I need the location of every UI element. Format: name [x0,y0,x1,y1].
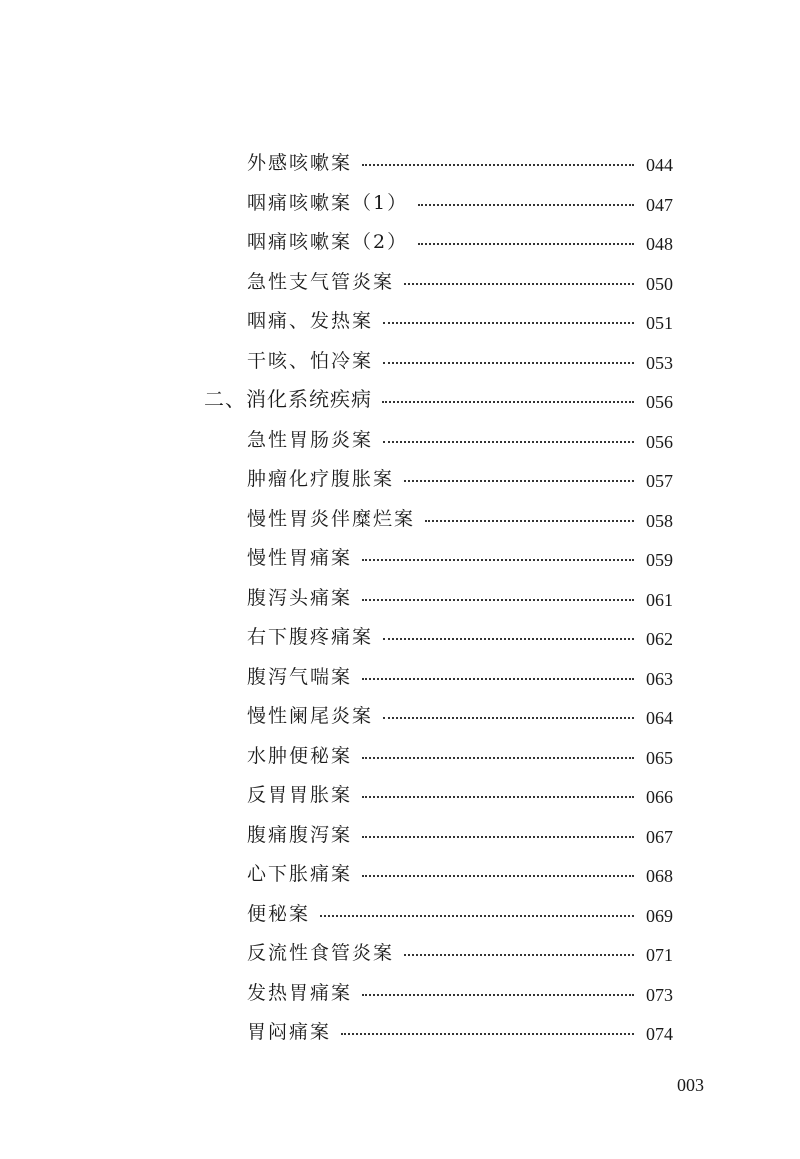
toc-entry-page: 061 [646,589,673,610]
dot-leader [320,915,634,917]
dot-leader [418,204,634,206]
dot-leader [425,520,634,522]
toc-entry[interactable] [0,896,800,936]
toc-entry-page: 069 [646,905,673,926]
toc-entry-title: 水肿便秘案 [247,744,353,767]
toc-entry[interactable] [0,461,800,501]
toc-entry-page: 048 [646,234,673,254]
toc-entry-page: 057 [646,471,673,491]
toc-entry[interactable] [0,185,800,225]
dot-leader [404,480,634,482]
toc-entry[interactable] [0,698,800,738]
toc-entry-title: 二、消化系统疾病 [204,387,372,411]
toc-entry-title: 腹泻头痛案 [247,586,353,609]
toc-entry-title: 肿瘤化疗腹胀案 [247,468,395,490]
toc-entry-title: 咽痛咳嗽案（2） [247,231,409,253]
toc-entry-title: 腹泻气喘案 [247,665,353,688]
toc-entry[interactable] [0,422,800,462]
toc-entry[interactable] [0,145,800,185]
toc-entry-page: 068 [646,866,673,886]
dot-leader [341,1033,634,1035]
toc-entry-page: 073 [646,984,673,1005]
toc-entry-title: 发热胃痛案 [247,981,353,1004]
page-number: 003 [677,1075,704,1095]
toc-entry-title: 心下胀痛案 [247,863,353,885]
toc-entry-page: 059 [646,550,673,570]
toc-entry-title: 慢性阑尾炎案 [247,705,374,727]
toc-entry[interactable] [0,303,800,343]
toc-entry-title: 急性胃肠炎案 [247,428,374,451]
dot-leader [404,954,634,956]
toc-entry-page: 066 [646,787,673,807]
dot-leader [362,599,634,601]
toc-entry-title: 右下腹疼痛案 [247,626,374,648]
toc-entry-page: 050 [646,273,673,294]
toc-entry-title: 慢性胃痛案 [247,547,353,569]
toc-entry[interactable] [0,738,800,778]
toc-entry-title: 胃闷痛案 [247,1021,332,1043]
dot-leader [362,678,634,680]
toc-entry[interactable] [0,619,800,659]
dot-leader [382,401,634,403]
toc-entry-page: 056 [646,392,673,412]
toc-entry-page: 065 [646,747,673,768]
toc-entry[interactable] [0,856,800,896]
toc-entry-title: 外感咳嗽案 [247,152,353,174]
toc-entry-title: 反流性食管炎案 [247,942,395,964]
toc-entry[interactable] [0,580,800,620]
toc-entry[interactable] [0,975,800,1015]
toc-entry[interactable] [0,343,800,383]
dot-leader [383,322,634,324]
toc-entry-title: 反胃胃胀案 [247,784,353,806]
toc-entry[interactable] [0,817,800,857]
dot-leader [362,757,634,759]
dot-leader [418,243,634,245]
dot-leader [362,164,634,166]
dot-leader [362,875,634,877]
toc-entry-page: 067 [646,826,673,847]
toc-entry-page: 058 [646,510,673,531]
toc-entry[interactable] [0,659,800,699]
toc-entry-page: 051 [646,313,673,333]
dot-leader [362,836,634,838]
toc-entry-title: 咽痛、发热案 [247,310,374,332]
toc-entry-page: 044 [646,155,673,175]
toc-entry-page: 071 [646,945,673,965]
toc-entry-title: 咽痛咳嗽案（1） [247,191,409,214]
toc-entry-title: 急性支气管炎案 [247,270,395,293]
toc-entry-title: 慢性胃炎伴糜烂案 [247,507,416,530]
dot-leader [362,796,634,798]
toc-entry[interactable] [0,501,800,541]
toc-entry[interactable] [0,777,800,817]
dot-leader [362,559,634,561]
toc-entry[interactable] [0,540,800,580]
toc-entry-page: 063 [646,668,673,689]
toc-entry-page: 064 [646,708,673,728]
table-of-contents [0,145,800,1054]
dot-leader [383,441,634,443]
dot-leader [383,638,634,640]
toc-entry[interactable] [0,224,800,264]
toc-entry-title: 腹痛腹泻案 [247,823,353,846]
toc-entry-title: 干咳、怕冷案 [247,349,374,372]
toc-entry-title: 便秘案 [247,902,311,925]
toc-entry-page: 047 [646,194,673,215]
dot-leader [383,362,634,364]
toc-entry-page: 056 [646,431,673,452]
toc-entry[interactable] [0,264,800,304]
toc-entry-page: 053 [646,352,673,373]
dot-leader [383,717,634,719]
toc-entry[interactable] [0,1014,800,1054]
toc-entry[interactable] [0,935,800,975]
toc-section-heading[interactable] [0,382,800,422]
dot-leader [362,994,634,996]
toc-entry-page: 074 [646,1024,673,1044]
dot-leader [404,283,634,285]
toc-entry-page: 062 [646,629,673,649]
